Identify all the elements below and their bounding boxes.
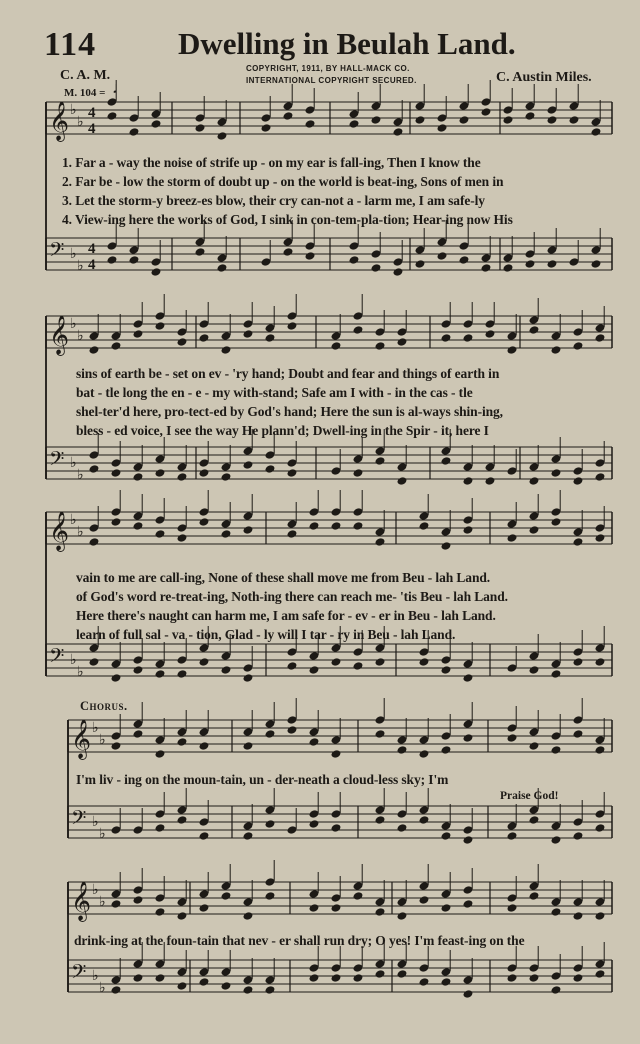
note-head bbox=[547, 115, 558, 125]
note-head bbox=[217, 263, 228, 273]
note-head bbox=[353, 891, 364, 901]
note-head bbox=[155, 529, 166, 539]
note-head bbox=[177, 911, 188, 921]
note-head bbox=[199, 977, 210, 987]
tempo-marking: M. 104 = bbox=[64, 87, 106, 99]
note-head bbox=[265, 729, 276, 739]
note-head bbox=[243, 911, 254, 921]
note-head bbox=[243, 831, 254, 841]
note-head bbox=[397, 337, 408, 347]
note-head bbox=[287, 468, 298, 478]
note-head bbox=[309, 973, 320, 983]
note-head bbox=[309, 521, 320, 531]
note-head bbox=[503, 115, 514, 125]
note-head bbox=[441, 333, 452, 343]
flat-icon: ♭ bbox=[77, 525, 84, 540]
note-head bbox=[199, 657, 210, 667]
note-head bbox=[507, 973, 518, 983]
note-head bbox=[265, 985, 276, 995]
lyric-line: 4. View-ing here the works of God, I sink in con-tem-pla-tion; Hear-ing now His bbox=[62, 212, 513, 227]
note-head bbox=[243, 460, 254, 470]
note-head bbox=[419, 815, 430, 825]
note-head bbox=[573, 973, 584, 983]
note-head bbox=[441, 456, 452, 466]
note-head bbox=[415, 115, 426, 125]
note-head bbox=[133, 665, 144, 675]
note-head bbox=[375, 341, 386, 351]
note-head bbox=[459, 255, 470, 265]
note-head bbox=[331, 657, 342, 667]
note-head bbox=[133, 895, 144, 905]
note-head bbox=[287, 529, 298, 539]
flat-icon: ♭ bbox=[92, 721, 99, 736]
flat-icon: ♭ bbox=[77, 329, 84, 344]
note-head bbox=[331, 823, 342, 833]
note-head bbox=[221, 472, 232, 482]
note-head bbox=[177, 981, 188, 991]
note-head bbox=[353, 521, 364, 531]
note-head bbox=[151, 119, 162, 129]
note-head bbox=[177, 472, 188, 482]
bass-clef-icon: 𝄢 bbox=[49, 447, 65, 475]
note-head bbox=[595, 333, 606, 343]
note-head bbox=[441, 831, 452, 841]
note-head bbox=[375, 815, 386, 825]
flat-icon: ♭ bbox=[77, 468, 84, 483]
note-head bbox=[529, 476, 540, 486]
note-head bbox=[551, 517, 562, 527]
note-head bbox=[525, 259, 536, 269]
note-head bbox=[463, 673, 474, 683]
note-head bbox=[529, 741, 540, 751]
note-head bbox=[221, 665, 232, 675]
note-head bbox=[353, 973, 364, 983]
note-head bbox=[507, 345, 518, 355]
note-head bbox=[397, 823, 408, 833]
note-head bbox=[155, 823, 166, 833]
note-head bbox=[485, 329, 496, 339]
lyric-line: sins of earth be - set on ev - 'ry hand; Doubt and fear and things of earth in bbox=[76, 366, 500, 381]
note-head bbox=[309, 665, 320, 675]
note-head bbox=[463, 835, 474, 845]
lyric-line: shel-ter'd here, pro-tect-ed by God's hand; Here the sun is al-ways shin-ing, bbox=[76, 404, 503, 419]
note-head bbox=[265, 333, 276, 343]
note-head bbox=[221, 345, 232, 355]
note-head bbox=[309, 903, 320, 913]
note-head bbox=[459, 115, 470, 125]
flat-icon: ♭ bbox=[70, 653, 77, 668]
note-head bbox=[331, 341, 342, 351]
note-head bbox=[463, 525, 474, 535]
note-head bbox=[481, 107, 492, 117]
note-head bbox=[591, 127, 602, 137]
hymn-number: 114 bbox=[44, 26, 97, 63]
note-head bbox=[111, 985, 122, 995]
note-head bbox=[441, 745, 452, 755]
time-signature-bottom: 4 bbox=[88, 121, 96, 137]
note-head bbox=[155, 973, 166, 983]
note-head bbox=[199, 333, 210, 343]
lyric-line: of God's word re-treat-ing, Noth-ing there can reach me- 'tis Beu - lah Land. bbox=[76, 589, 508, 604]
flat-icon: ♭ bbox=[70, 513, 77, 528]
bass-clef-icon: 𝄢 bbox=[49, 644, 65, 672]
flat-icon: ♭ bbox=[70, 103, 77, 118]
note-head bbox=[243, 525, 254, 535]
note-head bbox=[133, 973, 144, 983]
bass-clef-icon: 𝄢 bbox=[49, 238, 65, 266]
note-head bbox=[265, 819, 276, 829]
note-head bbox=[529, 891, 540, 901]
note-head bbox=[529, 665, 540, 675]
note-head bbox=[243, 673, 254, 683]
note-head bbox=[305, 251, 316, 261]
lyric-line: Here there's naught can harm me, I am safe for - ev - er in Beu - lah Land. bbox=[76, 608, 496, 623]
treble-clef-icon: 𝄞 bbox=[71, 719, 92, 759]
note-head bbox=[89, 657, 100, 667]
time-signature-top: 4 bbox=[88, 105, 96, 121]
note-head bbox=[551, 835, 562, 845]
note-head bbox=[221, 981, 232, 991]
meter-label: C. A. M. bbox=[60, 68, 111, 83]
note-head bbox=[419, 977, 430, 987]
flat-icon: ♭ bbox=[77, 115, 84, 130]
flat-icon: ♭ bbox=[99, 895, 106, 910]
note-head bbox=[375, 969, 386, 979]
note-head bbox=[133, 472, 144, 482]
note-head bbox=[349, 119, 360, 129]
note-head bbox=[349, 255, 360, 265]
note-head bbox=[243, 741, 254, 751]
note-head bbox=[397, 911, 408, 921]
note-head bbox=[551, 907, 562, 917]
note-head bbox=[129, 255, 140, 265]
note-head bbox=[375, 537, 386, 547]
lyric-line: 1. Far a - way the noise of strife up - on my ear is fall-ing, Then I know the bbox=[62, 155, 481, 170]
note-head bbox=[133, 329, 144, 339]
note-head bbox=[415, 259, 426, 269]
treble-clef-icon: 𝄞 bbox=[49, 101, 70, 141]
note-head bbox=[595, 745, 606, 755]
flat-icon: ♭ bbox=[99, 733, 106, 748]
note-head bbox=[595, 472, 606, 482]
treble-clef-icon: 𝄞 bbox=[49, 511, 70, 551]
lyric-line: 2. Far be - low the storm of doubt up - on the world is beat-ing, Sons of men in bbox=[62, 174, 504, 189]
note-head bbox=[463, 989, 474, 999]
note-head bbox=[155, 749, 166, 759]
note-head bbox=[155, 321, 166, 331]
lyric-line: vain to me are call-ing, None of these shall move me from Beu - lah Land. bbox=[76, 570, 491, 585]
note-head bbox=[595, 911, 606, 921]
note-head bbox=[133, 521, 144, 531]
flat-icon: ♭ bbox=[92, 815, 99, 830]
note-head bbox=[155, 907, 166, 917]
note-head bbox=[529, 815, 540, 825]
note-head bbox=[353, 325, 364, 335]
note-head bbox=[111, 741, 122, 751]
note-head bbox=[283, 247, 294, 257]
note-head bbox=[441, 903, 452, 913]
note-head bbox=[287, 725, 298, 735]
note-head bbox=[89, 345, 100, 355]
flat-icon: ♭ bbox=[70, 247, 77, 262]
treble-clef-icon: 𝄞 bbox=[71, 881, 92, 921]
flat-icon: ♭ bbox=[99, 827, 106, 842]
note-head bbox=[437, 123, 448, 133]
note-head bbox=[331, 749, 342, 759]
flat-icon: ♭ bbox=[92, 969, 99, 984]
note-head bbox=[573, 831, 584, 841]
note-head bbox=[529, 973, 540, 983]
note-head bbox=[463, 733, 474, 743]
note-head bbox=[525, 111, 536, 121]
note-head bbox=[595, 969, 606, 979]
note-head bbox=[309, 819, 320, 829]
lyric-line: bat - tle long the en - e - my with-stand; Safe am I with - in the cas - tle bbox=[76, 385, 473, 400]
note-head bbox=[111, 341, 122, 351]
note-head bbox=[89, 464, 100, 474]
note-head bbox=[243, 985, 254, 995]
note-head bbox=[111, 899, 122, 909]
note-head bbox=[287, 661, 298, 671]
treble-clef-icon: 𝄞 bbox=[49, 315, 70, 355]
note-head bbox=[221, 891, 232, 901]
note-head bbox=[573, 341, 584, 351]
note-head bbox=[111, 517, 122, 527]
note-head bbox=[111, 673, 122, 683]
time-signature-bottom: 4 bbox=[88, 257, 96, 273]
chorus-interjection: Praise God! bbox=[500, 790, 559, 802]
lyric-line: learn of full sal - va - tion, Glad - ly will I tar - ry in Beu - lah Land. bbox=[76, 627, 456, 642]
note-head bbox=[375, 456, 386, 466]
note-head bbox=[199, 741, 210, 751]
note-head bbox=[551, 345, 562, 355]
quarter-note-icon: ♩ bbox=[112, 80, 128, 97]
note-head bbox=[573, 537, 584, 547]
note-head bbox=[551, 985, 562, 995]
time-signature-top: 4 bbox=[88, 241, 96, 257]
note-head bbox=[551, 468, 562, 478]
note-head bbox=[199, 517, 210, 527]
note-head bbox=[393, 267, 404, 277]
note-head bbox=[529, 525, 540, 535]
note-head bbox=[151, 267, 162, 277]
note-head bbox=[507, 903, 518, 913]
note-head bbox=[371, 115, 382, 125]
flat-icon: ♭ bbox=[70, 456, 77, 471]
note-head bbox=[353, 468, 364, 478]
note-head bbox=[375, 729, 386, 739]
composer-credit: C. Austin Miles. bbox=[496, 70, 592, 85]
note-head bbox=[371, 263, 382, 273]
note-head bbox=[177, 737, 188, 747]
note-head bbox=[591, 259, 602, 269]
flat-icon: ♭ bbox=[77, 259, 84, 274]
note-head bbox=[419, 521, 430, 531]
note-head bbox=[419, 657, 430, 667]
note-head bbox=[261, 123, 272, 133]
note-head bbox=[375, 907, 386, 917]
note-head bbox=[595, 657, 606, 667]
flat-icon: ♭ bbox=[77, 665, 84, 680]
note-head bbox=[265, 464, 276, 474]
note-head bbox=[199, 903, 210, 913]
note-head bbox=[177, 533, 188, 543]
copyright-line-1: COPYRIGHT, 1911, BY HALL-MACK CO. bbox=[246, 64, 410, 73]
note-head bbox=[507, 533, 518, 543]
note-head bbox=[111, 468, 122, 478]
note-head bbox=[195, 123, 206, 133]
note-head bbox=[375, 657, 386, 667]
note-head bbox=[133, 729, 144, 739]
note-head bbox=[89, 537, 100, 547]
note-head bbox=[551, 669, 562, 679]
note-head bbox=[595, 533, 606, 543]
note-head bbox=[155, 669, 166, 679]
note-head bbox=[463, 899, 474, 909]
note-head bbox=[503, 263, 514, 273]
note-head bbox=[441, 665, 452, 675]
bass-clef-icon: 𝄢 bbox=[71, 806, 87, 834]
note-head bbox=[419, 895, 430, 905]
note-head bbox=[265, 891, 276, 901]
note-head bbox=[551, 745, 562, 755]
flat-icon: ♭ bbox=[99, 981, 106, 996]
lyric-line: I'm liv - ing on the moun-tain, un - der-neath a cloud-less sky; I'm bbox=[76, 772, 449, 787]
note-head bbox=[569, 115, 580, 125]
note-head bbox=[397, 969, 408, 979]
note-head bbox=[573, 729, 584, 739]
note-head bbox=[305, 119, 316, 129]
note-head bbox=[397, 476, 408, 486]
note-head bbox=[463, 333, 474, 343]
note-head bbox=[397, 745, 408, 755]
note-head bbox=[463, 476, 474, 486]
note-head bbox=[573, 911, 584, 921]
note-head bbox=[419, 749, 430, 759]
note-head bbox=[331, 903, 342, 913]
note-head bbox=[283, 111, 294, 121]
note-head bbox=[485, 476, 496, 486]
flat-icon: ♭ bbox=[70, 317, 77, 332]
note-head bbox=[199, 831, 210, 841]
note-head bbox=[507, 733, 518, 743]
lyric-line: 3. Let the storm-y breez-es blow, their cry can-not a - larm me, I am safe-ly bbox=[62, 193, 485, 208]
note-head bbox=[437, 251, 448, 261]
note-head bbox=[529, 325, 540, 335]
bass-clef-icon: 𝄢 bbox=[71, 960, 87, 988]
lyric-line: bless - ed voice, I see the way He plann'd; Dwell-ing in the Spir - it, here I bbox=[76, 423, 489, 438]
note-head bbox=[177, 337, 188, 347]
note-head bbox=[507, 831, 518, 841]
copyright-line-2: INTERNATIONAL COPYRIGHT SECURED. bbox=[246, 76, 417, 85]
note-head bbox=[441, 541, 452, 551]
note-head bbox=[573, 476, 584, 486]
flat-icon: ♭ bbox=[92, 883, 99, 898]
note-head bbox=[309, 737, 320, 747]
note-head bbox=[353, 661, 364, 671]
note-head bbox=[107, 255, 118, 265]
note-head bbox=[547, 259, 558, 269]
note-head bbox=[393, 127, 404, 137]
note-head bbox=[221, 529, 232, 539]
note-head bbox=[129, 127, 140, 137]
note-head bbox=[177, 815, 188, 825]
note-head bbox=[287, 321, 298, 331]
note-head bbox=[107, 111, 118, 121]
note-head bbox=[595, 823, 606, 833]
chorus-label: Chorus. bbox=[80, 699, 128, 713]
note-head bbox=[331, 973, 342, 983]
note-head bbox=[195, 247, 206, 257]
hymn-title: Dwelling in Beulah Land. bbox=[178, 26, 516, 61]
note-head bbox=[331, 521, 342, 531]
note-head bbox=[199, 468, 210, 478]
note-head bbox=[217, 131, 228, 141]
note-head bbox=[441, 977, 452, 987]
note-head bbox=[573, 657, 584, 667]
note-head bbox=[155, 468, 166, 478]
lyric-line: drink-ing at the foun-tain that nev - er shall run dry; O yes! I'm feast-ing on the bbox=[74, 933, 525, 948]
note-head bbox=[481, 263, 492, 273]
note-head bbox=[243, 329, 254, 339]
note-head bbox=[177, 669, 188, 679]
